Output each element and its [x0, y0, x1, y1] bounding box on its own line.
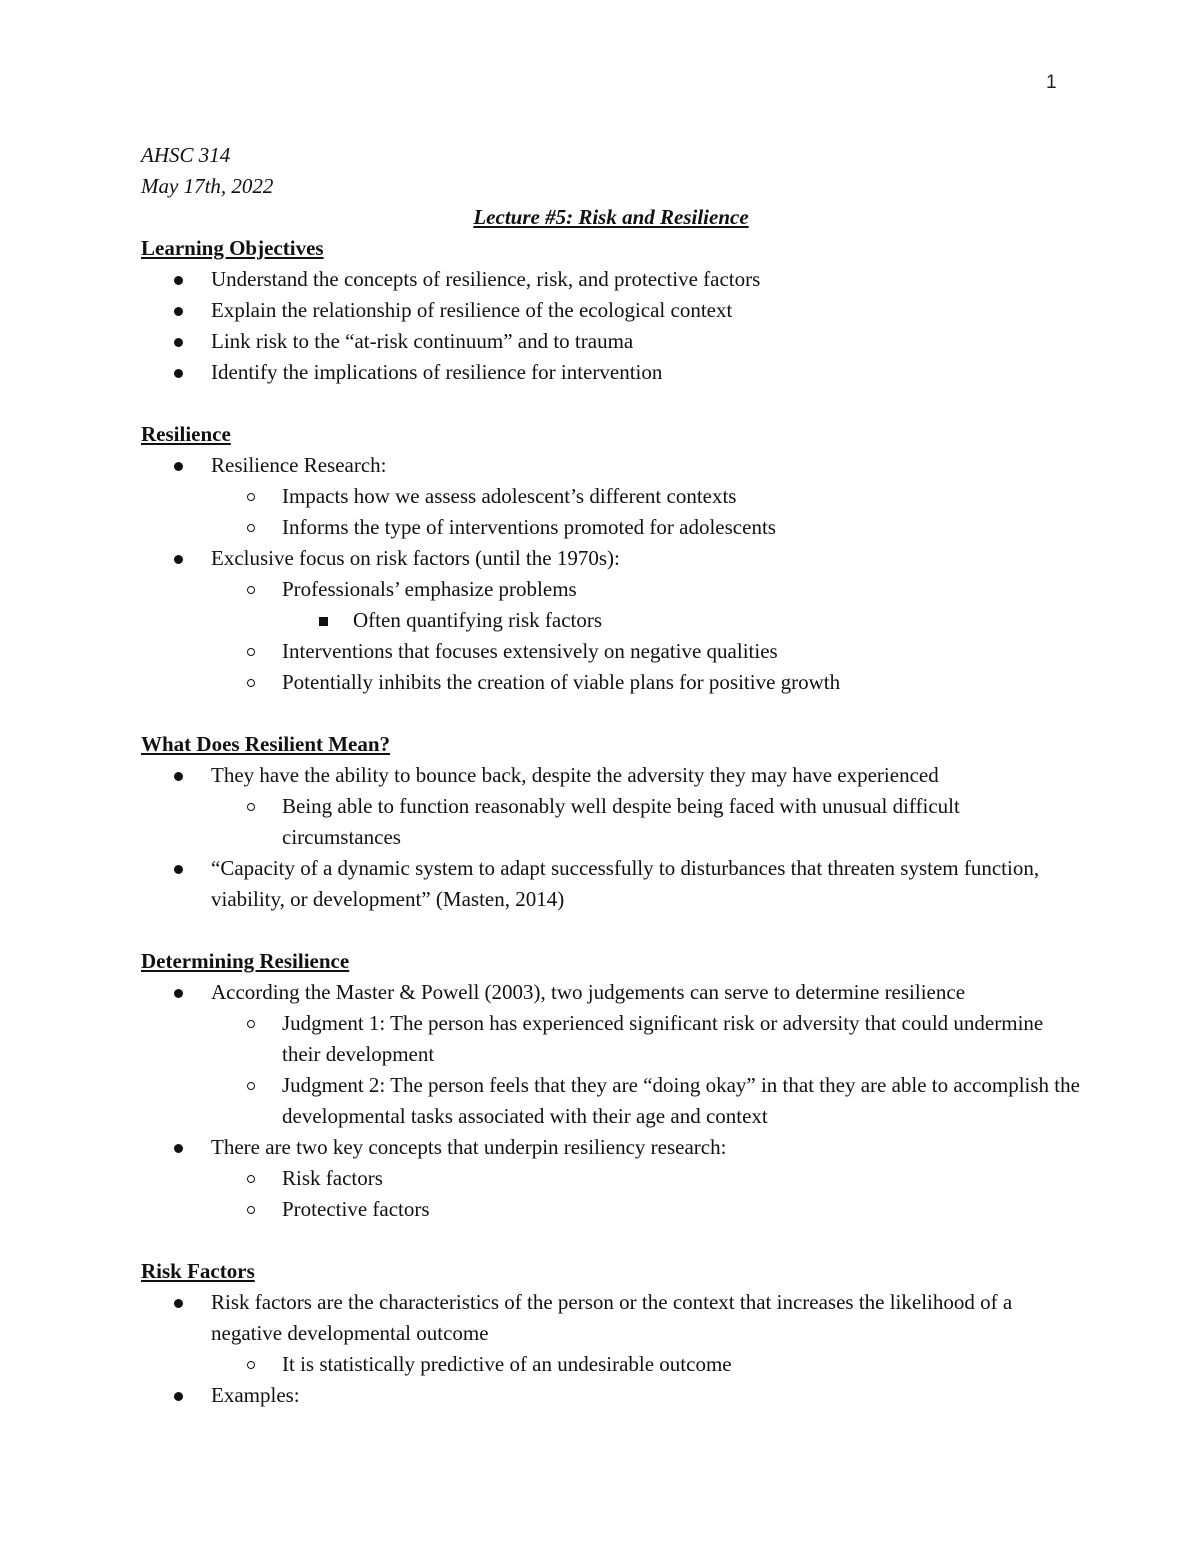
list-item: Protective factors [141, 1194, 1081, 1225]
blank-line [141, 698, 1081, 729]
list-item: Judgment 1: The person has experienced significant risk or adversity that could undermine their development [141, 1008, 1081, 1070]
risk-list [141, 1287, 1081, 1411]
list-item: Examples: [141, 1380, 1081, 1411]
hollow-bullet-icon [247, 574, 255, 605]
filled-bullet-icon [174, 1380, 183, 1411]
list-item: Being able to function reasonably well despite being faced with unusual difficult circumstances [141, 791, 1081, 853]
section-heading-resilient-meaning: What Does Resilient Mean? [141, 732, 391, 756]
lecture-title: Lecture #5: Risk and Resilience [473, 205, 749, 229]
blank-line [141, 388, 1081, 419]
list-item: They have the ability to bounce back, despite the adversity they may have experienced [141, 760, 1081, 791]
list-item: There are two key concepts that underpin resiliency research: [141, 1132, 1081, 1163]
hollow-bullet-icon [247, 791, 255, 822]
filled-bullet-icon [174, 326, 183, 357]
list-item: Exclusive focus on risk factors (until the 1970s): [141, 543, 1081, 574]
list-item: Identify the implications of resilience for intervention [141, 357, 1081, 388]
filled-bullet-icon [174, 1132, 183, 1163]
lecture-date: May 17th, 2022 [141, 174, 274, 198]
page-number: 1 [1046, 72, 1057, 93]
list-item: It is statistically predictive of an undesirable outcome [141, 1349, 1081, 1380]
filled-bullet-icon [174, 295, 183, 326]
hollow-bullet-icon [247, 1349, 255, 1380]
hollow-bullet-icon [247, 481, 255, 512]
section-heading-resilience: Resilience [141, 422, 231, 446]
blank-line [141, 915, 1081, 946]
hollow-bullet-icon [247, 636, 255, 667]
hollow-bullet-icon [247, 1194, 255, 1225]
filled-bullet-icon [174, 760, 183, 791]
hollow-bullet-icon [247, 1008, 255, 1039]
section-heading-determining-resilience: Determining Resilience [141, 949, 350, 973]
filled-bullet-icon [174, 853, 183, 884]
list-item: Impacts how we assess adolescent’s different contexts [141, 481, 1081, 512]
list-item: Informs the type of interventions promoted for adolescents [141, 512, 1081, 543]
list-item: Often quantifying risk factors [141, 605, 1081, 636]
section-heading-risk-factors: Risk Factors [141, 1259, 255, 1283]
list-item: Explain the relationship of resilience of the ecological context [141, 295, 1081, 326]
filled-bullet-icon [174, 357, 183, 388]
determining-list [141, 977, 1081, 1225]
filled-bullet-icon [174, 264, 183, 295]
resilience-list [141, 450, 1081, 698]
list-item: Judgment 2: The person feels that they are “doing okay” in that they are able to accomplish the developmental tasks associated with their age and context [141, 1070, 1081, 1132]
filled-bullet-icon [174, 450, 183, 481]
list-item: Professionals’ emphasize problems [141, 574, 1081, 605]
list-item: Risk factors are the characteristics of the person or the context that increases the likelihood of a negative developmental outcome [141, 1287, 1081, 1349]
document-body [141, 140, 1081, 1411]
list-item: Interventions that focuses extensively on negative qualities [141, 636, 1081, 667]
filled-bullet-icon [174, 1287, 183, 1318]
course-code: AHSC 314 [141, 143, 231, 167]
list-item: “Capacity of a dynamic system to adapt successfully to disturbances that threaten system function, viability, or development” (Masten, 2014) [141, 853, 1081, 915]
list-item: Potentially inhibits the creation of viable plans for positive growth [141, 667, 1081, 698]
list-item: Risk factors [141, 1163, 1081, 1194]
square-bullet-icon [319, 605, 328, 636]
list-item: According the Master & Powell (2003), two judgements can serve to determine resilience [141, 977, 1081, 1008]
list-item: Link risk to the “at-risk continuum” and to trauma [141, 326, 1081, 357]
objectives-list [141, 264, 1081, 388]
list-item: Resilience Research: [141, 450, 1081, 481]
filled-bullet-icon [174, 543, 183, 574]
hollow-bullet-icon [247, 1070, 255, 1101]
filled-bullet-icon [174, 977, 183, 1008]
section-heading-learning-objectives: Learning Objectives [141, 236, 324, 260]
hollow-bullet-icon [247, 512, 255, 543]
blank-line [141, 1225, 1081, 1256]
hollow-bullet-icon [247, 1163, 255, 1194]
list-item: Understand the concepts of resilience, risk, and protective factors [141, 264, 1081, 295]
meaning-list [141, 760, 1081, 915]
hollow-bullet-icon [247, 667, 255, 698]
